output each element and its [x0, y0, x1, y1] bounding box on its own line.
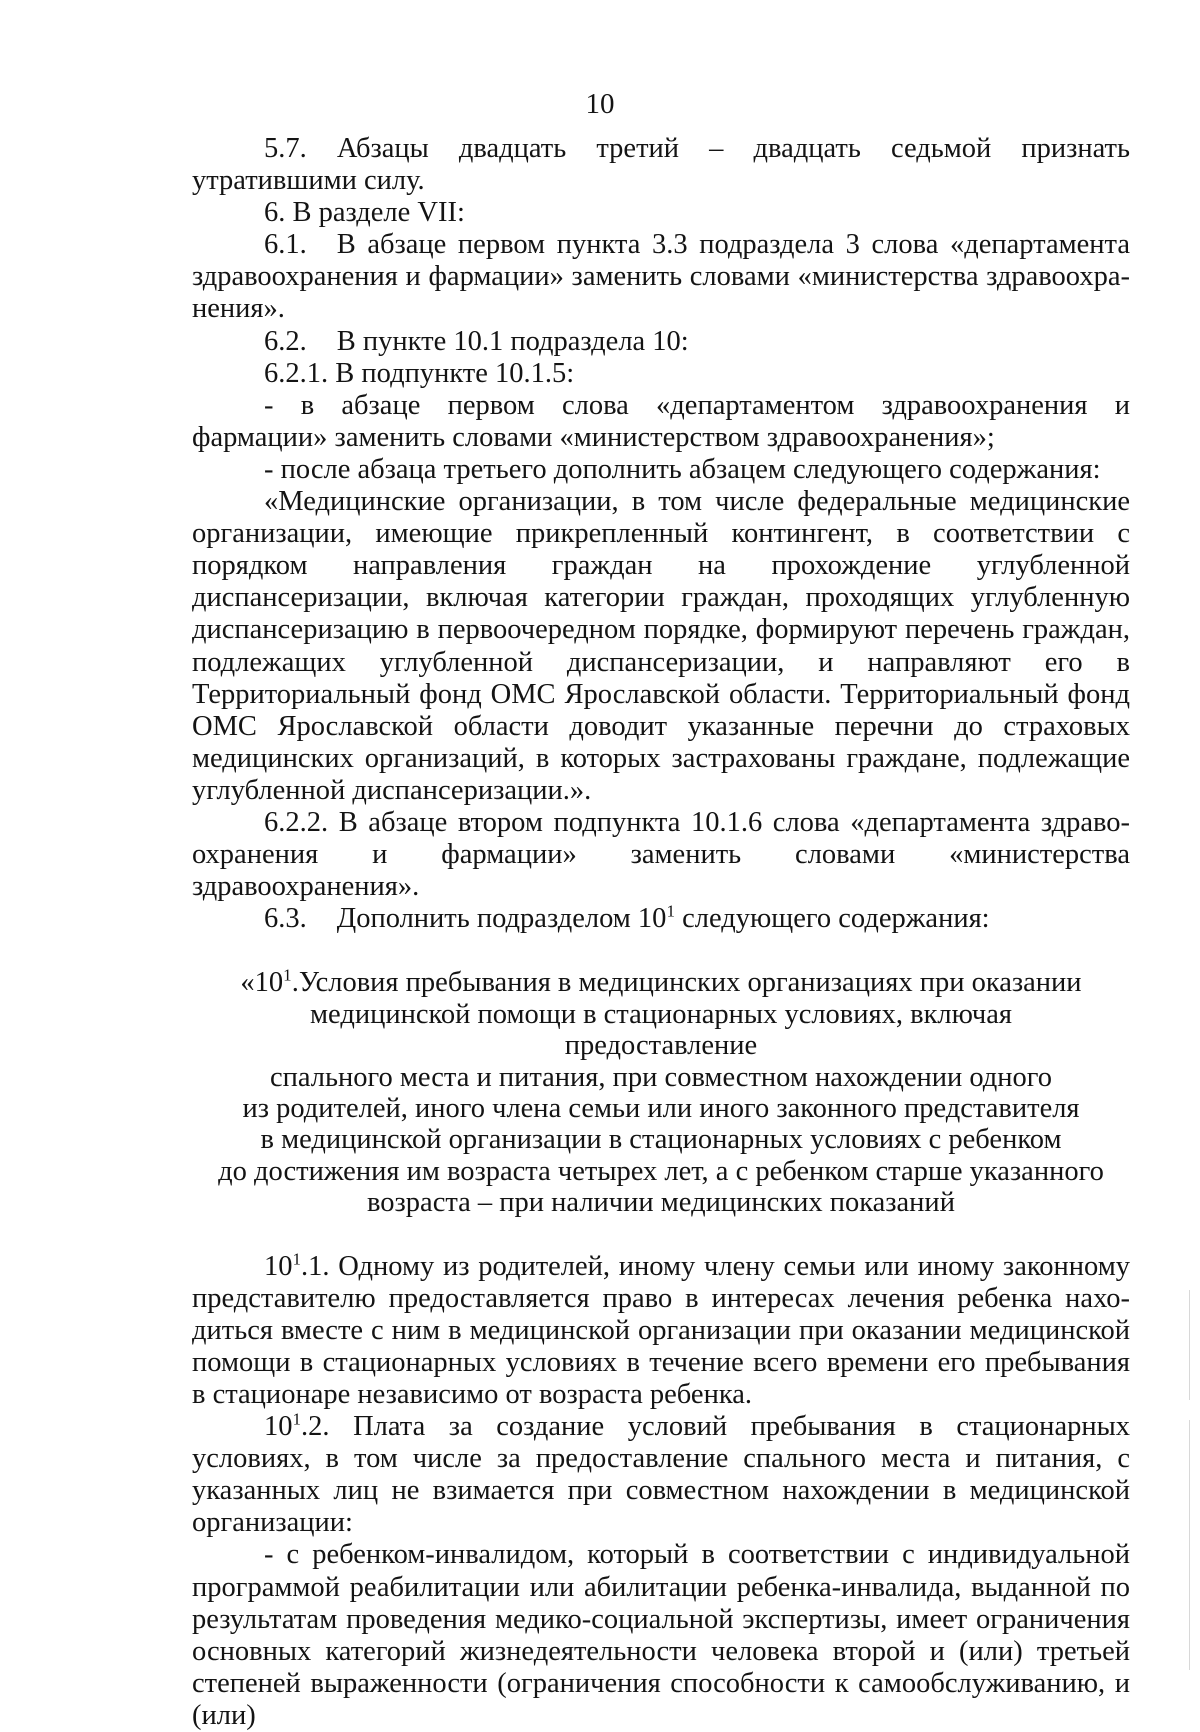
document-body: [192, 133, 1130, 1732]
page-number: 10: [585, 88, 615, 120]
paragraph-6-3-superscript: 1: [666, 901, 675, 921]
subsection-10-1-1: $10^1.1$. Одному из родителей, иному члену семьи или иному законному представителю предоставляется право в интересах лечения ребенка находиться вместе с ним в медицинской организации при оказании медицинской помощи в стационарных условиях в течение всего времени его пребывания в стационаре независимо от возраста ребенка.: [192, 1249, 1130, 1410]
heading-line-7: возраста – при наличии медицинских показаний: [367, 1187, 955, 1219]
paragraph-6-3-text-end: следующего содержания:: [674, 903, 990, 935]
subsection-10-1-1-superscript: 1: [292, 1249, 302, 1269]
heading-superscript: 1: [283, 965, 292, 985]
paragraph-6-1: [192, 229, 1130, 325]
paragraph-6-2-text: В пункте 10.1 подраздела 10:: [336, 325, 689, 357]
subsection-10-1-2-superscript: 1: [292, 1409, 302, 1429]
paragraph-6-2-1-item-a: - в абзаце первом слова «департаментом здравоохранения и фармации» заменить словами «министерством здравоохранения»;: [192, 389, 1130, 453]
paragraph-6-1-number: 6.1.: [264, 229, 307, 261]
subsection-10-1-2: $10^1.2$. Плата за создание условий пребывания в стационарных условиях, в том числе за предоставление спального места и питания, с указанных лиц не взимается при совместном нахождении в медицинской организации:: [192, 1409, 1130, 1539]
paragraph-6-1-text: В абзаце первом пункта 3.3 подраздела 3 слова «департамента здравоохранения и фармации» заменить словами «министерства здравоохранения».: [192, 229, 1130, 325]
paragraph-6: 6. В разделе VII:: [264, 197, 465, 229]
subsection-heading: [192, 967, 1130, 1218]
paragraph-5-7: 5.7. Абзацы двадцать третий – двадцать седьмой признать утратившими силу.: [192, 133, 1130, 197]
heading-line-1: «$10^1.Условия$ пребывания в медицинских организациях при оказании: [240, 965, 1082, 999]
heading-line-2: медицинской помощи в стационарных условиях, включая предоставление: [310, 998, 1012, 1062]
paragraph-6-3-text: Дополнить подразделом 10: [336, 903, 667, 935]
scan-edge-mark: [1189, 1290, 1190, 1400]
paragraph-6-2-2: 6.2.2. В абзаце втором подпункта 10.1.6 слова «департамента здравоохранения и фармации» заменить словами «министерства здравоохранения».: [192, 806, 1130, 903]
paragraph-6-2-1: 6.2.1. В подпункте 10.1.5:: [264, 357, 575, 389]
heading-line-3: спального места и питания, при совместном нахождении одного: [269, 1061, 1053, 1093]
subsection-10-1-2-item: - с ребенком-инвалидом, который в соответствии с индивидуальной программой реабилитации или абилитации ребенка-инвалида, выданной по результатам проведения медико-социальной экспертизы, имеет ограничения основных категорий жизнедеятельности человека второй и (или) третьей степеней выраженности (ограничения способности к самообслуживанию, и (или): [192, 1539, 1130, 1731]
scan-edge-mark: [1189, 1420, 1190, 1670]
paragraph-6-2-number: 6.2.: [264, 325, 307, 357]
paragraph-6-3-number: 6.3.: [264, 903, 307, 935]
paragraph-6-2-1-item-b: - после абзаца третьего дополнить абзацем следующего содержания:: [264, 453, 1101, 485]
heading-line-6: до достижения им возраста четырех лет, а с ребенком старше указанного: [218, 1155, 1104, 1187]
paragraph-6-2: [192, 326, 1130, 358]
paragraph-6-3: [192, 903, 1130, 935]
heading-line-5: в медицинской организации в стационарных условиях с ребенком: [260, 1124, 1062, 1156]
heading-line-4: из родителей, иного члена семьи или иного законного представителя: [242, 1092, 1080, 1124]
quoted-paragraph: «Медицинские организации, в том числе федеральные медицинские организации, имеющие прикрепленный контингент, в соответствии с порядком направления граждан на прохождение углубленной диспансеризации, включая категории граждан, проходящих углубленную диспансеризацию в первоочередном порядке, формируют перечень граждан, подлежащих углубленной диспансеризации, и направляют его в Территориальный фонд ОМС Ярославской области. Территориальный фонд ОМС Ярославской области доводит указанные перечни до страховых медицинских организаций, в которых застрахованы граждане, подлежащие углубленной диспансеризации.».: [192, 486, 1130, 806]
